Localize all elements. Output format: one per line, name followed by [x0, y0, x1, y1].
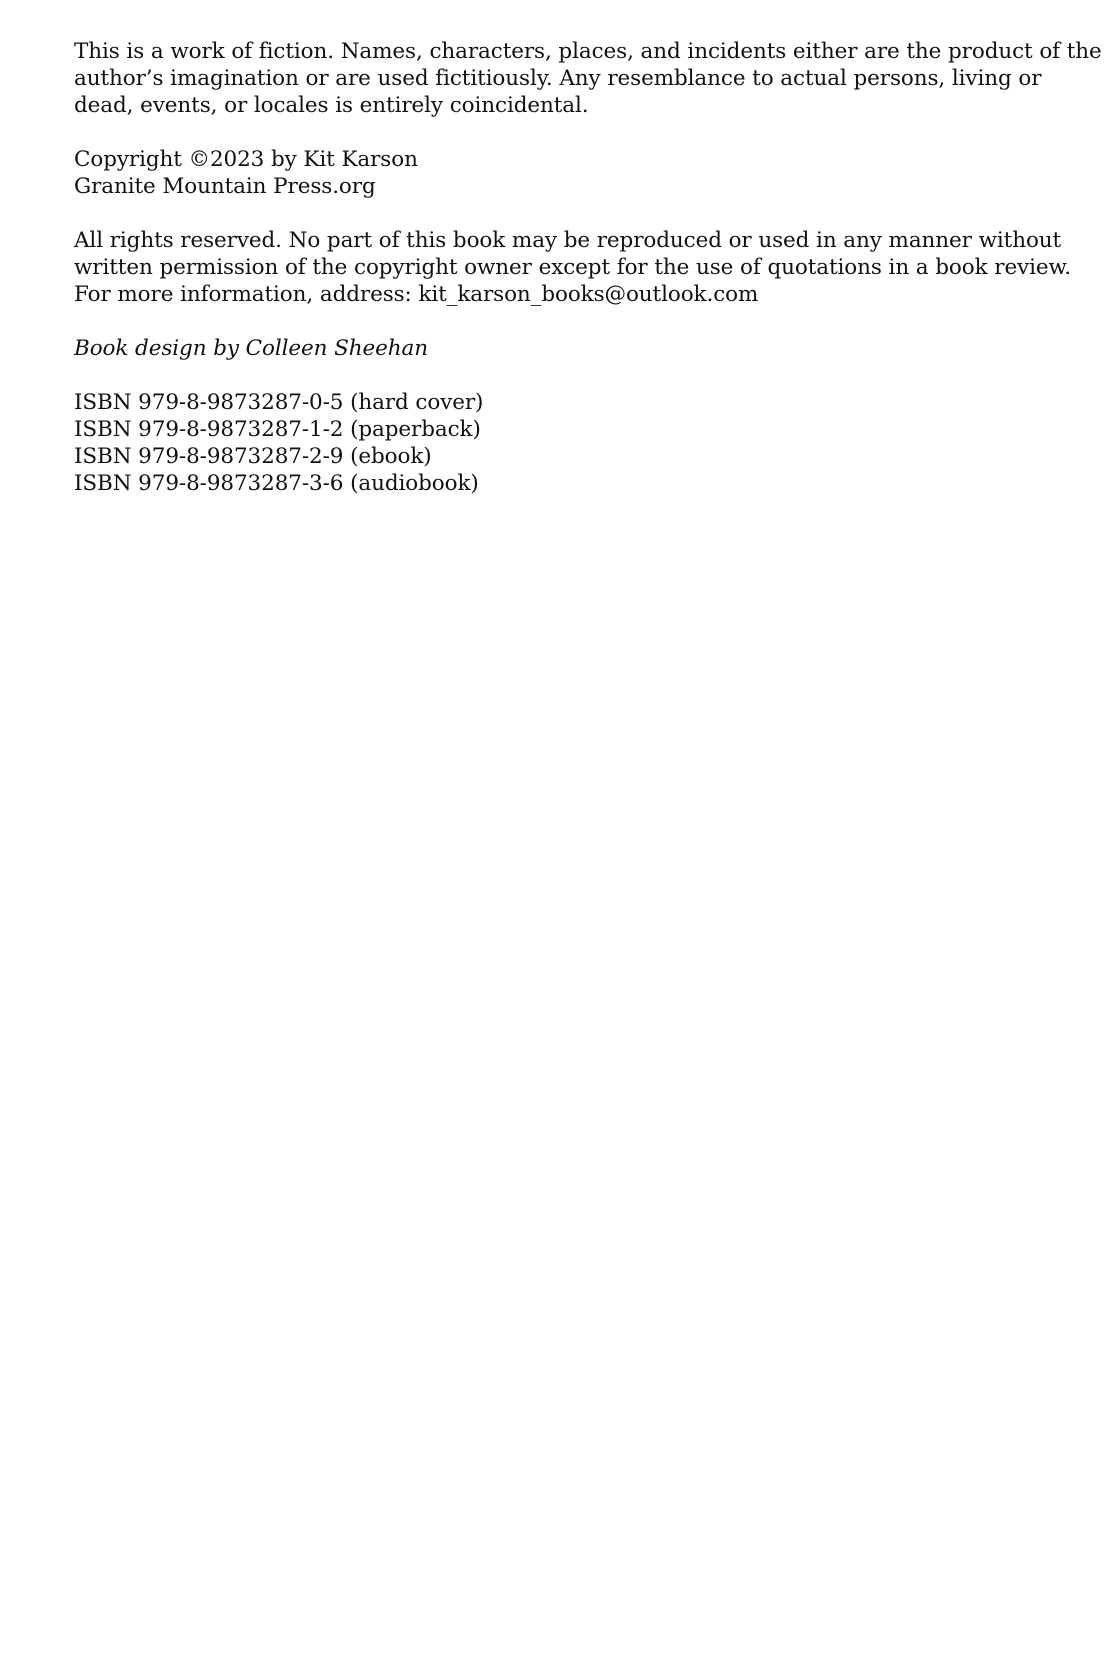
- isbn-hardcover: ISBN 979-8-9873287-0-5 (hard cover): [74, 390, 484, 415]
- copyright-notice: Copyright ©2023 by Kit Karson: [74, 147, 418, 172]
- rights-line: All rights reserved. No part of this book may be reproduced or used in any manner without: [74, 228, 1062, 253]
- rights-line: written permission of the copyright owner except for the use of quotations in a book review.: [74, 255, 1072, 280]
- isbn-list: [74, 389, 1064, 497]
- copyright-block: [74, 146, 1064, 200]
- isbn-audiobook: ISBN 979-8-9873287-3-6 (audiobook): [74, 471, 479, 496]
- design-credit-text: Book design by Colleen Sheehan: [74, 336, 428, 361]
- publisher-name: Granite Mountain Press.org: [74, 174, 376, 199]
- rights-statement: [74, 227, 1072, 308]
- isbn-ebook: ISBN 979-8-9873287-2-9 (ebook): [74, 444, 432, 469]
- rights-line: For more information, address: kit_karson_books@outlook.com: [74, 282, 759, 307]
- disclaimer-line: This is a work of fiction. Names, characters, places, and incidents either are the product of the: [74, 39, 1102, 64]
- disclaimer-line: author’s imagination or are used fictitiously. Any resemblance to actual persons, living or: [74, 66, 1042, 91]
- copyright-page: [74, 38, 1102, 524]
- isbn-paperback: ISBN 979-8-9873287-1-2 (paperback): [74, 417, 481, 442]
- disclaimer-line: dead, events, or locales is entirely coincidental.: [74, 93, 589, 118]
- design-credit: [74, 335, 1064, 362]
- fiction-disclaimer: [74, 38, 1102, 119]
